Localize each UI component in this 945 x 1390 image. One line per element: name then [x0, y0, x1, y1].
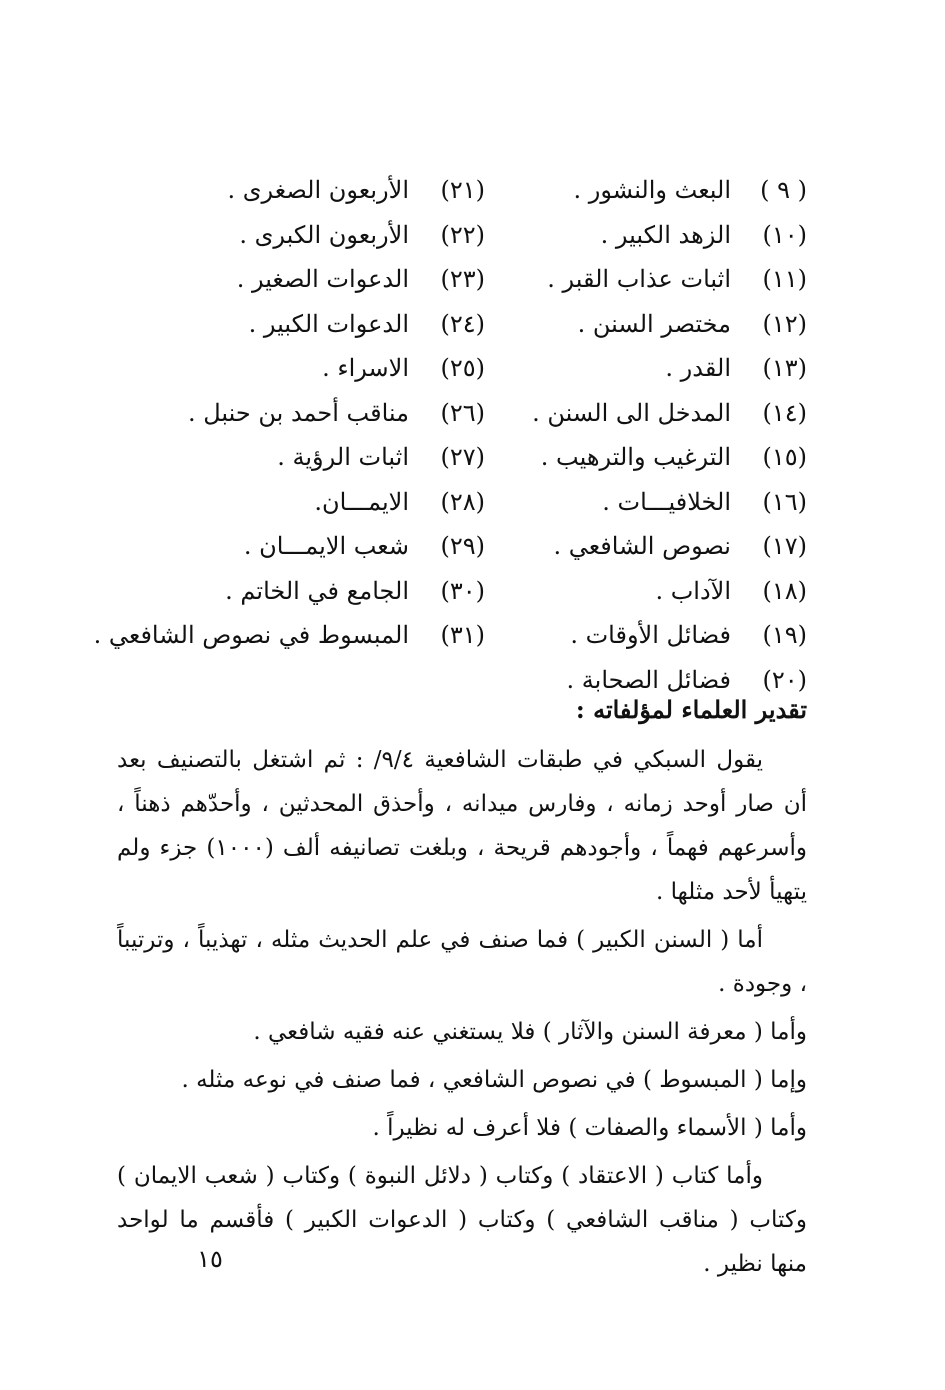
- item-title: مناقب أحمد بن حنبل .: [187, 398, 409, 427]
- paragraph: وإما ( المبسوط ) في نصوص الشافعي ، فما صنف في نوعه مثله .: [181, 1067, 807, 1093]
- item-number: (٢٦): [440, 398, 485, 427]
- paragraph: يقول السبكي في طبقات الشافعية ٩/٤/ : ثم اشتغل بالتصنيف بعد أن صار أوحد زمانه ، وفارس ميدانه ، وأحذق المحدثين ، وأحدّهم ذهناً ، وأسرعهم فهماً ، وأجودهم قريحة ، وبلغت تصانيفه ألف (١٠٠٠) جزء ولم يتهيأ لأحد مثلها .: [117, 747, 807, 905]
- paragraph: وأما ( الأسماء والصفات ) فلا أعرف له نظيراً .: [372, 1115, 807, 1141]
- item-title: مختصر السنن .: [577, 309, 731, 338]
- list-item: [155, 480, 485, 525]
- list-item: [477, 613, 807, 658]
- works-list-right-column: [477, 168, 807, 702]
- item-number: (٢٢): [440, 220, 485, 249]
- list-item: [477, 302, 807, 347]
- list-item: [477, 391, 807, 436]
- list-item: [477, 524, 807, 569]
- item-number: (٢٥): [440, 354, 485, 382]
- list-item: [155, 168, 485, 213]
- item-title: فضائل الصحابة .: [566, 665, 731, 694]
- item-number: (٢٣): [440, 265, 485, 293]
- list-item: [155, 435, 485, 480]
- paragraph: وأما كتاب ( الاعتقاد ) وكتاب ( دلائل النبوة ) وكتاب ( شعب الايمان ) وكتاب ( مناقب الشافعي ) وكتاب ( الدعوات الكبير ) فأقسم ما لواحد منها نظير .: [117, 1163, 807, 1277]
- item-number: (٢٨): [440, 487, 485, 516]
- section-heading: تقدير العلماء لمؤلفاته :: [575, 695, 807, 724]
- item-title: المدخل الى السنن .: [532, 398, 731, 427]
- paragraph: أما ( السنن الكبير ) فما صنف في علم الحديث مثله ، تهذيباً ، وترتيباً ، وجودة .: [117, 927, 807, 997]
- item-number: (٢٤): [440, 309, 485, 338]
- item-number: (١٤): [762, 398, 807, 427]
- list-item: [155, 391, 485, 436]
- item-title: الاسراء .: [322, 354, 409, 382]
- item-title: الجامع في الخاتم .: [225, 576, 409, 605]
- item-title: اثبات عذاب القبر .: [547, 265, 731, 293]
- item-number: (٢٠): [762, 665, 807, 694]
- list-item: [93, 613, 485, 658]
- item-title: القدر .: [665, 354, 731, 382]
- item-number: (١٦): [762, 487, 807, 516]
- list-item: [155, 524, 485, 569]
- item-number: (١٢): [762, 309, 807, 338]
- item-number: (٢١): [440, 176, 485, 204]
- list-item: [477, 346, 807, 391]
- item-number: (١٣): [762, 354, 807, 382]
- item-title: الأربعون الكبرى .: [239, 220, 409, 249]
- item-title: الايمـــان.: [314, 487, 409, 516]
- item-number: (٣١): [440, 621, 485, 649]
- body-text: [117, 738, 807, 1290]
- item-number: (٢٧): [440, 443, 485, 471]
- item-title: البعث والنشور .: [573, 176, 731, 204]
- item-title: المبسوط في نصوص الشافعي .: [93, 621, 409, 649]
- item-title: الآداب .: [655, 576, 731, 605]
- item-number: (١٨): [762, 576, 807, 605]
- item-title: الزهد الكبير .: [600, 220, 731, 249]
- page-number: ١٥: [197, 1245, 223, 1273]
- item-number: (١٠): [762, 220, 807, 249]
- item-title: نصوص الشافعي .: [553, 532, 731, 560]
- list-item: [477, 569, 807, 614]
- list-item: [155, 257, 485, 302]
- list-item: [155, 346, 485, 391]
- item-number: (١٧): [762, 532, 807, 560]
- item-number: (١١): [762, 265, 807, 293]
- item-title: الخلافيـــات .: [602, 487, 731, 516]
- item-title: شعب الايمـــان .: [243, 532, 409, 560]
- item-title: الأربعون الصغرى .: [227, 176, 409, 204]
- list-item: [155, 569, 485, 614]
- list-item: [477, 480, 807, 525]
- item-title: الترغيب والترهيب .: [540, 443, 731, 471]
- list-item: [155, 302, 485, 347]
- item-title: اثبات الرؤية .: [277, 443, 409, 471]
- item-number: ( ٩ ): [760, 176, 807, 204]
- works-list-left-column: [93, 168, 485, 658]
- item-number: (٢٩): [440, 532, 485, 560]
- item-title: الدعوات الصغير .: [236, 265, 409, 293]
- list-item: [477, 168, 807, 213]
- item-number: (١٩): [762, 621, 807, 649]
- item-number: (١٥): [762, 443, 807, 471]
- list-item: [477, 435, 807, 480]
- item-title: الدعوات الكبير .: [248, 309, 409, 338]
- item-number: (٣٠): [440, 576, 485, 605]
- list-item: [155, 213, 485, 258]
- list-item: [477, 213, 807, 258]
- list-item: [477, 257, 807, 302]
- paragraph: وأما ( معرفة السنن والآثار ) فلا يستغني عنه فقيه شافعي .: [253, 1019, 807, 1045]
- item-title: فضائل الأوقات .: [570, 621, 731, 649]
